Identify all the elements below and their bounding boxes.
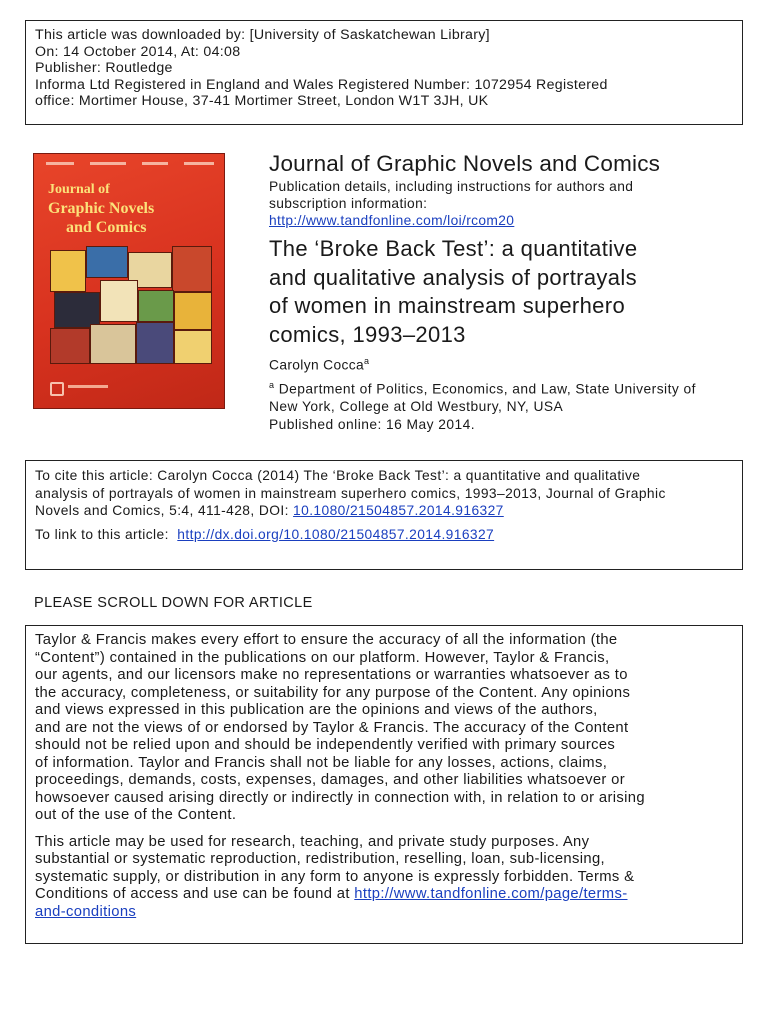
journal-cover-image xyxy=(33,153,225,409)
publication-details-line: subscription information: xyxy=(269,195,428,211)
journal-title: Journal of Graphic Novels and Comics xyxy=(269,151,661,176)
disclaimer-line: howsoever caused arising directly or indirectly in connection with, in relation to or arising xyxy=(35,789,645,806)
journal-info xyxy=(269,150,739,433)
published-online-date: Published online: 16 May 2014. xyxy=(269,416,476,432)
terms-line: systematic supply, or distribution in any form to anyone is expressly forbidden. Terms & xyxy=(35,868,635,885)
terms-url-link[interactable]: http://www.tandfonline.com/page/terms- xyxy=(354,886,628,902)
terms-line: substantial or systematic reproduction, redistribution, reselling, loan, sub-licensing, xyxy=(35,851,605,867)
citation-line: To cite this article: Carolyn Cocca (2014) The ‘Broke Back Test’: a quantitative and qualitative xyxy=(35,468,641,483)
citation-line: Novels and Comics, 5:4, 411-428, DOI: xyxy=(35,503,294,519)
article-title-line: The ‘Broke Back Test’: a quantitative xyxy=(269,236,638,262)
office-line: office: Mortimer House, 37-41 Mortimer Street, London W1T 3JH, UK xyxy=(35,93,489,110)
author-affiliation-marker: a xyxy=(364,356,370,367)
cover-top-rule xyxy=(46,162,214,168)
scroll-down-notice: PLEASE SCROLL DOWN FOR ARTICLE xyxy=(34,595,313,611)
affiliation-line: Department of Politics, Economics, and Law, State University of xyxy=(274,381,696,397)
cover-title-line: Graphic Novels xyxy=(48,200,155,217)
download-info-box xyxy=(25,20,743,125)
author-name xyxy=(269,352,739,375)
citation-box xyxy=(25,460,743,570)
disclaimer-box xyxy=(25,625,743,944)
terms-line: Conditions of access and use can be found at xyxy=(35,886,355,902)
article-doi-url-link[interactable]: http://dx.doi.org/10.1080/21504857.2014.916327 xyxy=(177,526,495,542)
disclaimer-line: and views expressed in this publication are the opinions and views of the authors, xyxy=(35,702,598,718)
cover-title-line: and Comics xyxy=(66,219,147,236)
doi-link[interactable]: 10.1080/21504857.2014.916327 xyxy=(293,503,504,519)
publication-details xyxy=(269,179,739,229)
disclaimer-line: should not be relied upon and should be independently verified with primary sources xyxy=(35,737,616,753)
terms-url-link-continued[interactable]: and-conditions xyxy=(35,903,137,920)
disclaimer-line: the accuracy, completeness, or suitability for any purpose of the Content. Any opinions xyxy=(35,684,631,701)
cover-comic-collage xyxy=(50,246,212,364)
journal-url-link[interactable]: http://www.tandfonline.com/loi/rcom20 xyxy=(269,212,515,228)
disclaimer-line: proceedings, demands, costs, expenses, damages, and other liabilities whatsoever or xyxy=(35,772,626,788)
disclaimer-line: of information. Taylor and Francis shall not be liable for any losses, actions, claims, xyxy=(35,754,608,771)
affiliation-marker: a xyxy=(269,379,275,390)
disclaimer-line: and are not the views of or endorsed by Taylor & Francis. The accuracy of the Content xyxy=(35,719,629,736)
publisher-logo-icon xyxy=(50,382,64,396)
disclaimer-line: our agents, and our licensors make no representations or warranties whatsoever as to xyxy=(35,667,628,683)
article-title-line: and qualitative analysis of portrayals xyxy=(269,264,637,290)
terms-line: This article may be used for research, teaching, and private study purposes. Any xyxy=(35,833,590,850)
affiliation-line: New York, College at Old Westbury, NY, USA xyxy=(269,399,564,415)
publisher-line: Publisher: Routledge xyxy=(35,60,173,77)
publication-details-line: Publication details, including instructions for authors and xyxy=(269,179,634,194)
article-title-line: of women in mainstream superhero xyxy=(269,293,626,319)
cover-title xyxy=(48,180,218,237)
cover-title-line: Journal of xyxy=(48,182,110,197)
publisher-logo-wordmark xyxy=(68,385,108,388)
link-to-article-label: To link to this article: xyxy=(35,526,178,542)
disclaimer-line: Taylor & Francis makes every effort to ensure the accuracy of all the information (the xyxy=(35,632,618,648)
citation-line: analysis of portrayals of women in mainstream superhero comics, 1993–2013, Journal of Graphic xyxy=(35,485,666,501)
article-title xyxy=(269,235,739,349)
disclaimer-line: “Content”) contained in the publications on our platform. However, Taylor & Francis, xyxy=(35,649,610,666)
author-name-text: Carolyn Cocca xyxy=(269,357,365,373)
article-title-line: comics, 1993–2013 xyxy=(269,321,466,347)
download-date-line: On: 14 October 2014, At: 04:08 xyxy=(35,43,241,60)
disclaimer-line: out of the use of the Content. xyxy=(35,807,237,823)
terms-paragraph xyxy=(35,834,733,922)
registration-line: Informa Ltd Registered in England and Wales Registered Number: 1072954 Registered xyxy=(35,76,608,93)
download-info-line: This article was downloaded by: [University of Saskatchewan Library] xyxy=(35,27,490,43)
disclaimer-paragraph xyxy=(35,632,733,825)
author-affiliation xyxy=(269,377,739,433)
